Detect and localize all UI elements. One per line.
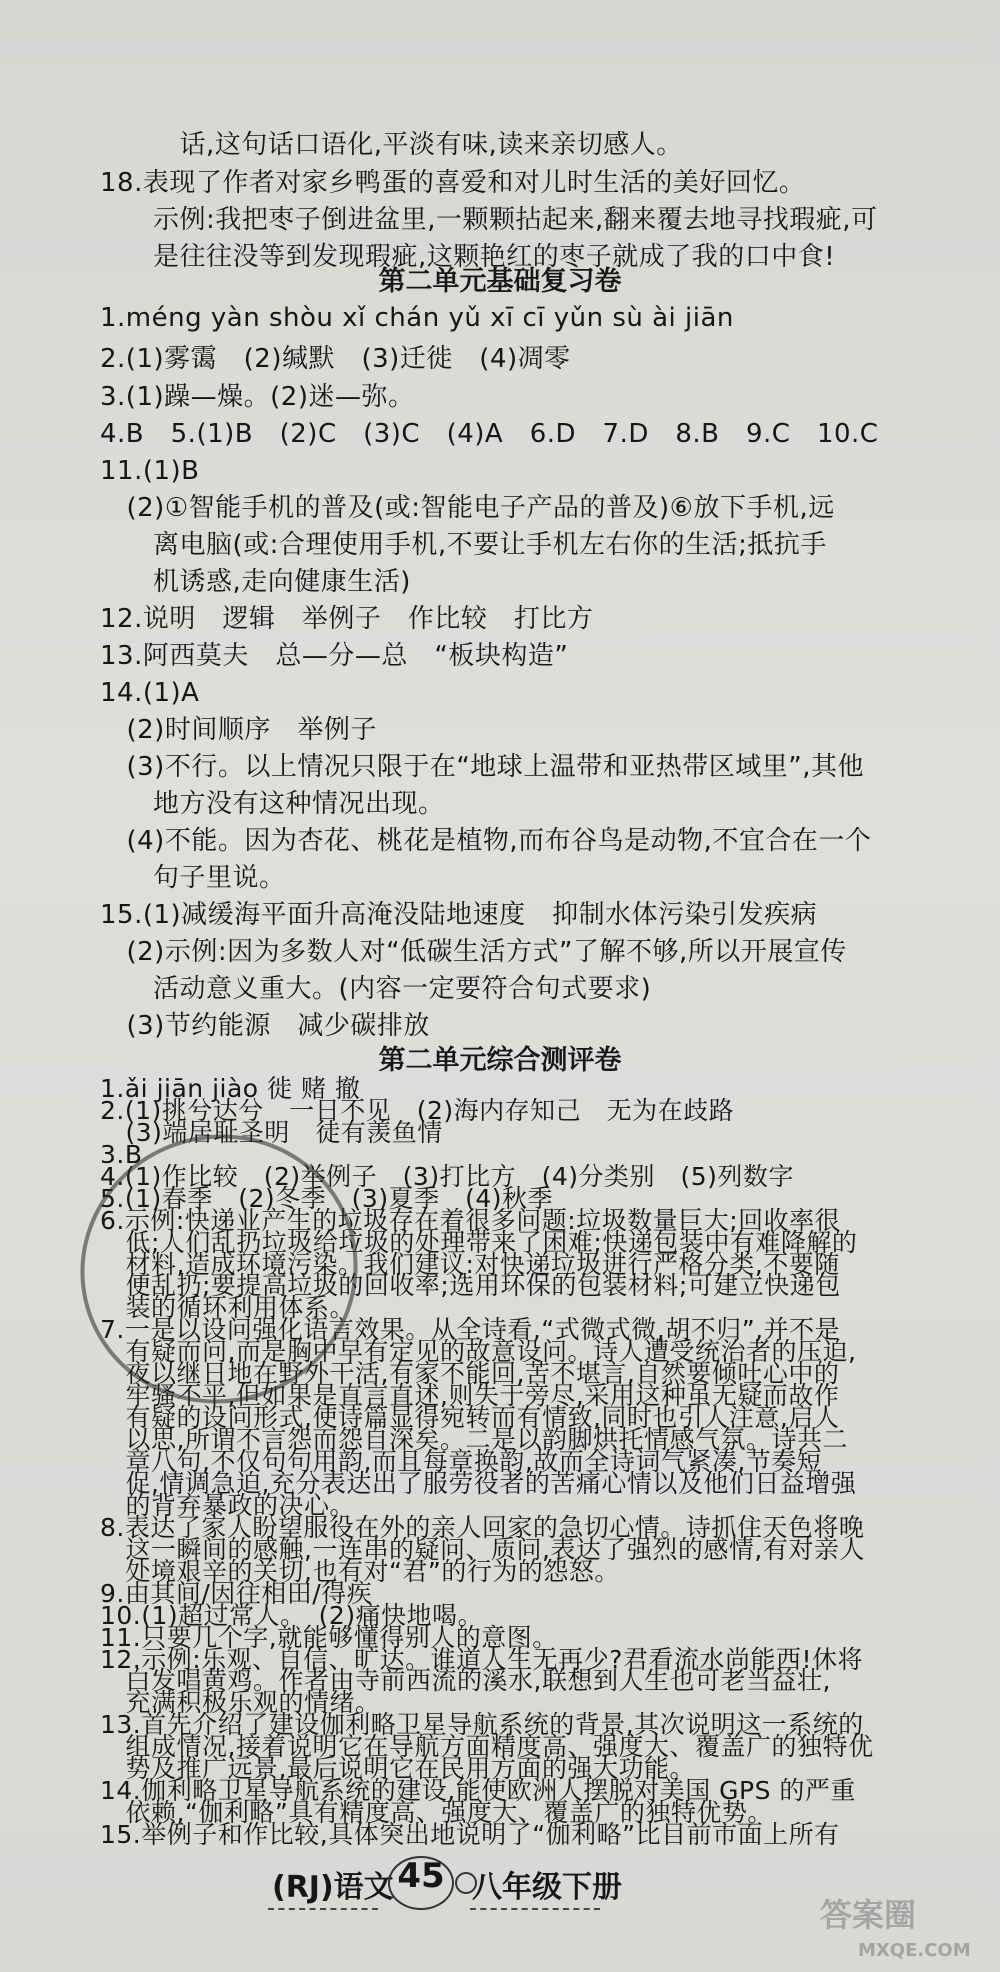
- text-line: 15.举例子和作比较,具体突出地说明了“伽利略”比目前市面上所有: [100, 1820, 840, 1850]
- text-line: 4.(1)作比较 (2)举例子 (3)打比方 (4)分类别 (5)列数字: [100, 1161, 794, 1191]
- footer-divider: [268, 1908, 378, 1910]
- text-line: 这一瞬间的感触,一连串的疑问、质问,表达了强烈的感情,有对亲人: [100, 1534, 865, 1564]
- text-line: 组成情况,接着说明它在导航方面精度高、强度大、覆盖广的独特优: [100, 1732, 874, 1762]
- text-line: 6.示例:快递业产生的垃圾存在着很多问题:垃圾数量巨大;回收率很: [100, 1205, 841, 1235]
- text-line: 7.一是以设问强化语言效果。从全诗看,“式微式微,胡不归”,并不是: [100, 1315, 841, 1345]
- text-line: 2.(1)挑兮达兮 一日不见 (2)海内存知己 无为在歧路: [100, 1095, 735, 1125]
- watermark-url: MXQE.COM: [858, 1940, 971, 1961]
- text-line: 3.(1)躁—燥。(2)迷—弥。: [100, 382, 415, 412]
- page-number: 45: [388, 1856, 454, 1904]
- text-line: 牢骚不平,但如果是直言直述,则失于旁尽,采用这种虽无疑而故作: [100, 1381, 840, 1411]
- text-line: 示例:我把枣子倒进盆里,一颗颗拈起来,翻来覆去地寻找瑕疵,可: [100, 205, 878, 235]
- text-line: 12.说明 逻辑 举例子 作比较 打比方: [100, 604, 594, 634]
- text-line: 势及推广远景,最后说明它在民用方面的强大功能。: [100, 1754, 695, 1784]
- text-line: 13.阿西莫夫 总—分—总 “板块构造”: [100, 641, 569, 671]
- text-line: 低;人们乱扔垃圾给垃圾的处理带来了困难;快递包装中有难降解的: [100, 1227, 858, 1257]
- text-line: 9.由其间/因往相田/得疾: [100, 1578, 373, 1608]
- text-line: (3)节约能源 减少碳排放: [100, 1011, 430, 1041]
- watermark: 答案圈: [820, 1896, 917, 1934]
- text-line: 夜以继日地在野外干活,有家不能回,苦不堪言,自然要倾吐心中的: [100, 1359, 840, 1389]
- text-line: 促,情调急迫,充分表达出了服劳役者的苦痛心情以及他们日益增强: [100, 1468, 857, 1498]
- text-line: 以思,所谓不言怨而怨自深矣。二是以韵脚烘托情感气氛。诗共二: [100, 1425, 848, 1455]
- text-line: 充满积极乐观的情绪。: [100, 1688, 381, 1718]
- text-line: 便乱扔;要提高垃圾的回收率;选用环保的包装材料;可建立快递包: [100, 1271, 841, 1301]
- text-line: 话,这句话口语化,平淡有味,读来亲切感人。: [100, 130, 683, 160]
- section-heading: 第二单元基础复习卷: [378, 266, 622, 297]
- text-line: 14.(1)A: [100, 678, 200, 708]
- text-line: 白发唱黄鸡。作者由寺前西流的溪水,联想到人生也可老当益壮,: [100, 1666, 831, 1696]
- text-line: 有疑而问,而是胸中早有定见的故意设问。诗人遭受统治者的压迫,: [100, 1337, 857, 1367]
- text-line: 1.méng yàn shòu xǐ chán yǔ xī cī yǔn sù ài jiān: [100, 303, 734, 333]
- text-line: 2.(1)雾霭 (2)缄默 (3)迁徙 (4)凋零: [100, 344, 571, 374]
- text-line: (2)①智能手机的普及(或:智能电子产品的普及)⑥放下手机,远: [100, 493, 835, 523]
- text-line: (2)时间顺序 举例子: [100, 715, 377, 745]
- text-line: 的背弃暴政的决心。: [100, 1490, 356, 1520]
- text-line: 14.伽利略卫星导航系统的建设,能使欧洲人摆脱对美国 GPS 的严重: [100, 1776, 856, 1806]
- text-line: 5.(1)春季 (2)冬季 (3)夏季 (4)秋季: [100, 1183, 554, 1213]
- text-line: 8.表达了家人盼望服役在外的亲人回家的急切心情。诗抓住天色将晚: [100, 1512, 865, 1542]
- subject-label: (RJ)语文: [272, 1870, 394, 1905]
- text-line: 15.(1)减缓海平面升高淹没陆地速度 抑制水体污染引发疾病: [100, 900, 818, 930]
- text-line: 12.示例:乐观、自信、旷达。谁道人生无再少?君看流水尚能西!休将: [100, 1644, 863, 1674]
- text-line: 句子里说。: [100, 863, 286, 893]
- text-line: 机诱惑,走向健康生活): [100, 567, 411, 597]
- text-line: 装的循环利用体系。: [100, 1293, 356, 1323]
- section-heading: 第二单元综合测评卷: [378, 1045, 622, 1076]
- text-line: 活动意义重大。(内容一定要符合句式要求): [100, 974, 652, 1004]
- text-line: 4.B 5.(1)B (2)C (3)C (4)A 6.D 7.D 8.B 9.C 10.C: [100, 419, 879, 449]
- text-line: 是往往没等到发现瑕疵,这颗艳红的枣子就成了我的口中食!: [100, 242, 836, 272]
- text-line: (3)端居耻圣明 徒有羡鱼情: [100, 1117, 443, 1147]
- footer-divider: [470, 1908, 600, 1910]
- text-line: (2)示例:因为多数人对“低碳生活方式”了解不够,所以开展宣传: [100, 937, 847, 967]
- text-line: 1.ǎi jiān jiào 徙 赌 撤: [100, 1074, 361, 1103]
- text-line: 18.表现了作者对家乡鸭蛋的喜爱和对儿时生活的美好回忆。: [100, 168, 806, 198]
- text-line: 依赖,“伽利略”具有精度高、强度大、覆盖广的独特优势。: [100, 1798, 773, 1828]
- grade-label: 八年级下册: [472, 1870, 622, 1905]
- text-line: 处境艰辛的关切,也有对“君”的行为的怨怒。: [100, 1556, 620, 1586]
- text-line: 地方没有这种情况出现。: [100, 789, 445, 819]
- text-line: 离电脑(或:合理使用手机,不要让手机左右你的生活;抵抗手: [100, 530, 827, 560]
- text-line: (3)不行。以上情况只限于在“地球上温带和亚热带区域里”,其他: [100, 752, 865, 782]
- text-line: 3.B: [100, 1139, 143, 1169]
- text-line: 10.(1)超过常人。 (2)痛快地喝。: [100, 1600, 484, 1630]
- text-line: (4)不能。因为杏花、桃花是植物,而布谷鸟是动物,不宜合在一个: [100, 826, 872, 856]
- text-line: 11.(1)B: [100, 456, 200, 486]
- text-line: 章八句,不仅句句用韵,而且每章换韵,故而全诗词气紧凑,节奏短: [100, 1447, 823, 1477]
- text-line: 13.首先介绍了建设伽利略卫星导航系统的背景,其次说明这一系统的: [100, 1710, 864, 1740]
- text-line: 有疑的设问形式,使诗篇显得宛转而有情致,同时也引人注意,启人: [100, 1403, 840, 1433]
- text-line: 11.只要几个字,就能够懂得别人的意图。: [100, 1622, 558, 1652]
- text-line: 材料,造成环境污染。我们建议:对快递垃圾进行严格分类,不要随: [100, 1249, 840, 1279]
